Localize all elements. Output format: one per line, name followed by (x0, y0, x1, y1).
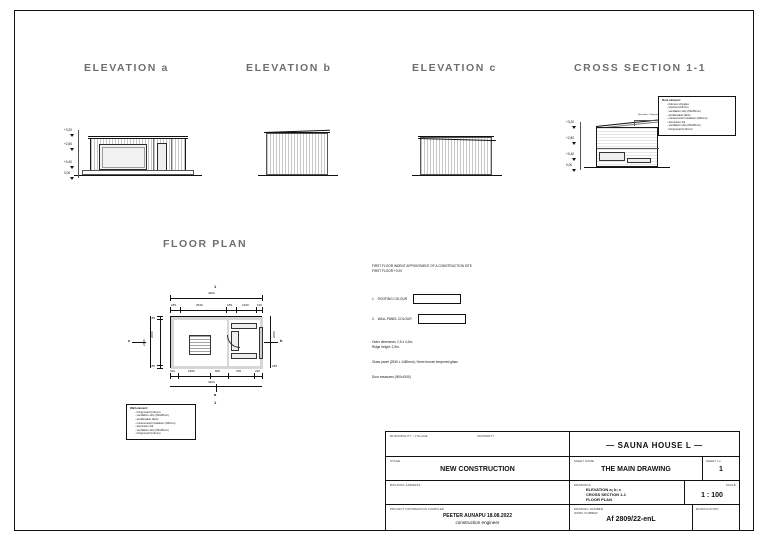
dimension-label: 4200 (208, 380, 215, 384)
property-caption: PROPERTY (477, 434, 495, 438)
work-no-caption: WORK NUMBER (573, 510, 598, 515)
project-compiler-row (386, 505, 569, 530)
heading-elevation-c: ELEVATION c (412, 62, 497, 74)
dimension-label: 2000 (272, 331, 276, 338)
property-name: — SAUNA HOUSE L — (606, 441, 703, 450)
drawing-no-value: Af 2809/22-enL (606, 515, 656, 523)
wall-element-legend (126, 404, 196, 440)
property-name-row (570, 432, 739, 457)
legend-item: - windbreaker fabric (667, 114, 732, 118)
legend-title: Roof element: (662, 98, 681, 102)
legend-item: - ventilation strip (50x45mm) (135, 429, 192, 433)
legend-item: - lining board (14mm) (135, 411, 192, 415)
dimension-label: 185 (227, 303, 233, 307)
wall-panel-colour-number: 2. (372, 316, 375, 321)
axis-label-section-top: 1 (214, 284, 217, 289)
roofing-colour-input[interactable] (413, 294, 461, 304)
notes-block (372, 264, 552, 380)
dimension-label: 185 (272, 364, 278, 368)
sheet-no-caption: SHEET no (706, 459, 721, 464)
sheet-name-caption: SHEET NAME (573, 459, 595, 464)
project-role: construction engineer (455, 519, 500, 525)
heading-floor-plan: FLOOR PLAN (163, 238, 248, 250)
stage-caption: STAGE (390, 459, 401, 464)
spec-line: Outer dimension: 2,5 x 4,2m; (372, 340, 413, 344)
elevation-c-drawing (400, 108, 530, 188)
notes-header-line-2: FIRST FLOOR +0.00 (372, 269, 402, 273)
legend-list (130, 411, 192, 436)
dimension-label: 2400 (142, 339, 146, 346)
sheet-no-value: 1 (719, 466, 723, 474)
level-mark: +0,40 (64, 160, 73, 164)
axis-label-b: b (280, 338, 283, 343)
legend-item: - ventilation strip (50x45mm) (667, 124, 732, 128)
legend-item: - aluminium foil (135, 425, 192, 429)
dimension-label: 2540 (196, 303, 203, 307)
heading-elevation-b: ELEVATION b (246, 62, 332, 74)
drawings-value: CROSS SECTION 1-1 (585, 491, 626, 497)
elevation-a-drawing (60, 108, 210, 188)
level-mark: 0,00 (64, 171, 71, 175)
wall-panel-colour-label: WALL PANEL COLOUR (377, 316, 412, 321)
title-block (385, 431, 740, 531)
dimension-label: 190 (257, 303, 263, 307)
dimension-label: 185 (171, 303, 177, 307)
drawings-row (570, 481, 739, 505)
level-mark: +3,20 (566, 120, 575, 124)
roof-element-legend (658, 96, 736, 136)
level-mark: +2,80 (566, 136, 575, 140)
spec-line: Door measures (900x1900) (372, 375, 411, 379)
building-address-caption: BUILDING ADDRESS (390, 483, 421, 488)
roof-pitch-note: Roof pitch 7 degrees (638, 114, 659, 116)
project-caption: PROJECT INFORMATION COMPILED (390, 506, 445, 511)
heading-cross-section: CROSS SECTION 1-1 (574, 62, 707, 74)
legend-item: - ventilation strip (50x45mm) (667, 110, 732, 114)
municipality-row (386, 432, 569, 457)
dimension-label: 185 (150, 364, 156, 368)
drawings-value: FLOOR PLAN (585, 496, 612, 502)
legend-item: - ventilation strip (50x45mm) (135, 414, 192, 418)
heading-elevation-a: ELEVATION a (84, 62, 169, 74)
spec-line: Glass panel (2530 x 1480mm) / 6mm bronze tempered glass (372, 360, 458, 364)
drawing-no-caption: DRAWING NUMBER (573, 506, 604, 511)
dimension-label: 230 (255, 369, 261, 373)
dimension-label: 800 (215, 369, 221, 373)
legend-item: - plywood (18mm) (667, 106, 732, 110)
dimension-label: 185 (150, 316, 156, 320)
building-address-row (386, 481, 569, 505)
floor-plan-drawing (128, 284, 288, 405)
notes-header-line-1: FIRST FLOOR INDENT APPOINTMENT OF A CONSTRUCTION SITE (372, 264, 472, 268)
dimension-label: 310 (170, 369, 176, 373)
legend-item: - bitumen shingles (667, 103, 732, 107)
axis-label-a: a (214, 392, 217, 397)
drawings-caption: DRAWINGS (573, 482, 591, 487)
dimension-label: 2000 (150, 331, 154, 338)
sheet-name-value: THE MAIN DRAWING (601, 466, 671, 474)
project-name: PEETER AUNAPU 18.08.2022 (442, 512, 512, 519)
sheet-name-row (570, 457, 739, 480)
legend-item: - lining board (14mm) (135, 432, 192, 436)
dimension-label: 1200 (242, 303, 249, 307)
scale-caption: SCALE (725, 482, 736, 487)
level-mark: +3,20 (64, 128, 73, 132)
level-mark: +0,40 (566, 152, 575, 156)
stage-value: NEW CONSTRUCTION (440, 466, 515, 474)
stage-row (386, 457, 569, 481)
drawing-number-row (570, 505, 739, 530)
legend-title: Wall element: (130, 406, 148, 410)
elevation-b-drawing (240, 108, 360, 188)
modification-caption: MODIFICATION (696, 506, 719, 511)
legend-item: - mineral wool insulation (100mm) (135, 422, 192, 426)
spec-line: Ridge height: 2,5m. (372, 345, 400, 349)
axis-label-section-bottom: 1 (214, 400, 217, 405)
wall-panel-colour-input[interactable] (418, 314, 466, 324)
drawings-value: ELEVATION a; b; c (585, 486, 622, 492)
axis-label-c: c (128, 338, 131, 343)
level-mark: 0,00 (566, 163, 573, 167)
scale-value: 1 : 100 (701, 491, 723, 499)
level-mark: +2,80 (64, 142, 73, 146)
dimension-label: 700 (236, 369, 242, 373)
title-block-right-column (570, 432, 739, 530)
municipality-caption: MUNICIPALITY / VILLAGE (390, 434, 428, 438)
legend-item: - aluminium foil (667, 121, 732, 125)
title-block-left-column (386, 432, 570, 530)
legend-item: - mineral wool insulation (400mm) (667, 117, 732, 121)
legend-list (662, 103, 732, 132)
dimension-label: 4400 (208, 291, 215, 295)
roofing-colour-number: 1. (372, 296, 375, 301)
legend-item: - lining board (14mm) (667, 128, 732, 132)
roofing-colour-label: ROOFING COLOUR (377, 296, 408, 301)
dimension-label: 1560 (188, 369, 195, 373)
legend-item: - windbreaker fabric (135, 418, 192, 422)
